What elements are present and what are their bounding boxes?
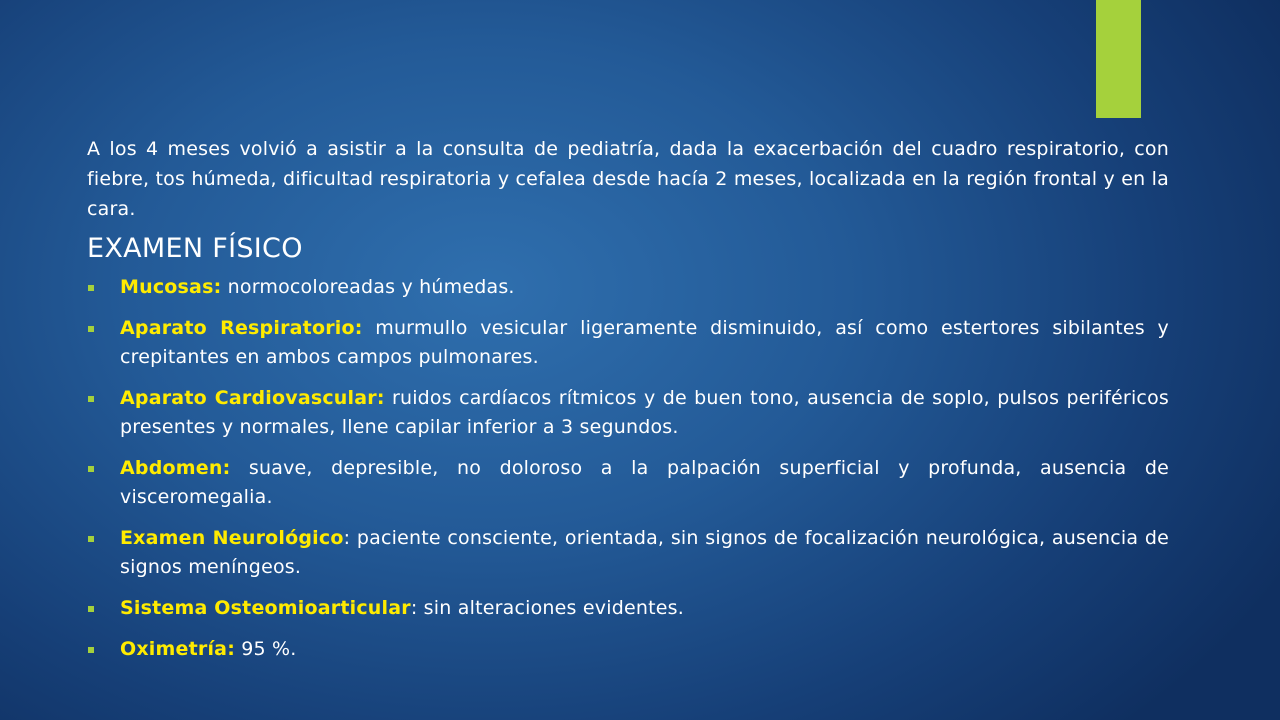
finding-text: ruidos cardíacos rítmicos y de buen tono, ausencia de soplo, pulsos periféricos presentes y normales, llene capilar inferior a 3 segundos. (120, 387, 1169, 438)
findings-list (87, 273, 1169, 664)
finding-term: Aparato Respiratorio: (120, 317, 363, 339)
finding-item-cardiovascular (87, 384, 1169, 442)
accent-bar (1096, 0, 1141, 118)
square-bullet-icon (88, 466, 94, 472)
finding-item-respiratorio (87, 314, 1169, 372)
finding-term: Aparato Cardiovascular: (120, 387, 385, 409)
intro-paragraph: A los 4 meses volvió a asistir a la consulta de pediatría, dada la exacerbación del cuadro respiratorio, con fiebre, tos húmeda, dificultad respiratoria y cefalea desde hacía 2 meses, localizada en la región frontal y en la cara. (87, 138, 1169, 220)
section-title: EXAMEN FÍSICO (87, 233, 303, 264)
finding-item-mucosas (87, 273, 1169, 302)
square-bullet-icon (88, 536, 94, 542)
finding-text: 95 %. (235, 638, 297, 660)
finding-item-oximetria (87, 635, 1169, 664)
finding-text: : paciente consciente, orientada, sin signos de focalización neurológica, ausencia de signos meníngeos. (120, 527, 1169, 578)
finding-text: murmullo vesicular ligeramente disminuido, así como estertores sibilantes y crepitantes en ambos campos pulmonares. (120, 317, 1169, 368)
square-bullet-icon (88, 606, 94, 612)
finding-term: Oximetría: (120, 638, 235, 660)
finding-item-abdomen (87, 454, 1169, 512)
square-bullet-icon (88, 647, 94, 653)
finding-text: : sin alteraciones evidentes. (410, 597, 684, 619)
finding-text: suave, depresible, no doloroso a la palpación superficial y profunda, ausencia de visceromegalia. (120, 457, 1169, 508)
finding-term: Examen Neurológico (120, 527, 344, 549)
finding-item-neurologico (87, 524, 1169, 582)
slide-content (87, 134, 1169, 676)
square-bullet-icon (88, 326, 94, 332)
finding-text: normocoloreadas y húmedas. (221, 276, 515, 298)
square-bullet-icon (88, 396, 94, 402)
finding-term: Sistema Osteomioarticular (120, 597, 411, 619)
square-bullet-icon (88, 285, 94, 291)
finding-item-osteomioarticular (87, 594, 1169, 623)
finding-term: Abdomen: (120, 457, 231, 479)
finding-term: Mucosas: (120, 276, 222, 298)
